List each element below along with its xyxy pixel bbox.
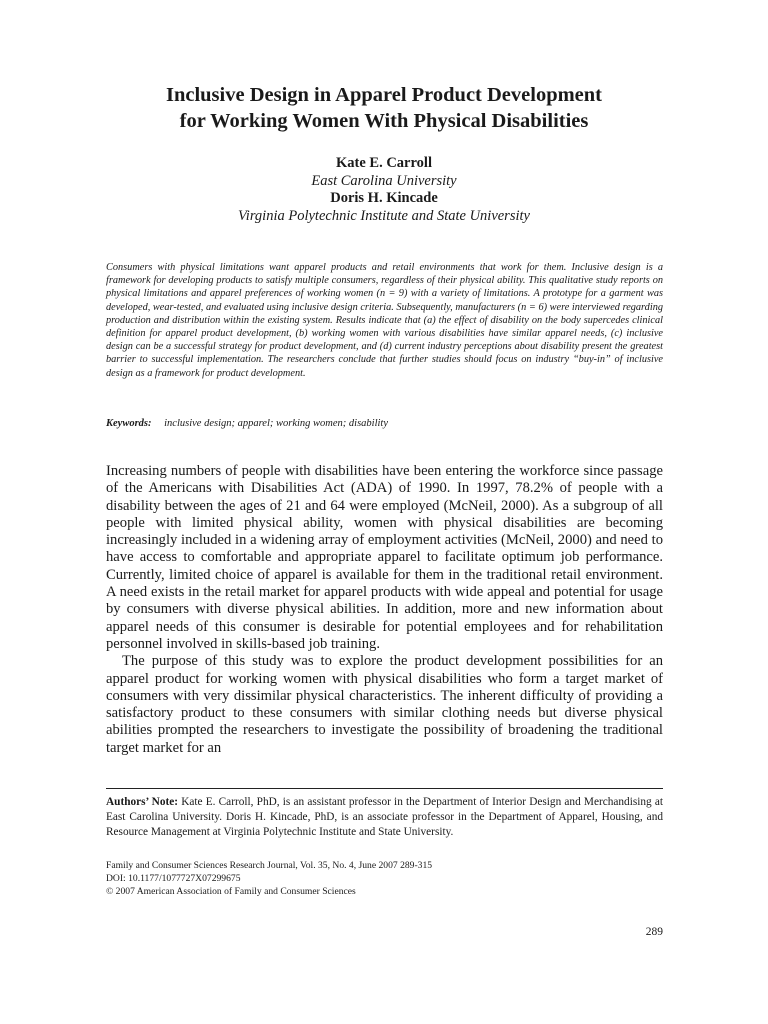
article-title [0, 82, 768, 134]
doi: DOI: 10.1177/1077727X07299675 [106, 873, 241, 884]
page-number: 289 [645, 926, 663, 938]
author-name: Doris H. Kincade [330, 190, 438, 206]
author-affiliation: Virginia Polytechnic Institute and State University [238, 207, 530, 224]
authors-note [106, 795, 663, 840]
body-paragraph: The purpose of this study was to explore the product development possibilities for an apparel product for working women with physical disabilities who form a target market of consumers with very dissimilar physical characteristics. The inherent difficulty of providing a satisfactory product to these consumers with similar clothing needs but diverse physical abilities prompted the researchers to investigate the possibility of broadening the traditional target market for an [106, 653, 663, 756]
keywords [106, 417, 663, 430]
author-block [0, 155, 768, 225]
author-name: Kate E. Carroll [336, 155, 432, 171]
title-line-2: for Working Women With Physical Disabilities [179, 110, 589, 132]
authors-note-text: Kate E. Carroll, PhD, is an assistant professor in the Department of Interior Design and Merchandising at East Carolina University. Doris H. Kincade, PhD, is an associate professor in the Department of Apparel, Housing, and Resource Management at Virginia Polytechnic Institute and State University. [106, 796, 664, 838]
author-affiliation: East Carolina University [311, 172, 457, 189]
keywords-label: Keywords: [106, 418, 152, 429]
body-text [106, 463, 663, 757]
body-paragraph: Increasing numbers of people with disabilities have been entering the workforce since passage of the Americans with Disabilities Act (ADA) of 1990. In 1997, 78.2% of people with a disability between the ages of 21 and 64 were employed (McNeil, 2000). As a subgroup of all people with limited physical ability, women with physical disabilities are becoming increasingly included in a widening array of employment activities (McNeil, 2000) and need to have access to comfortable and appropriate apparel to facilitate optimum job performance. Currently, limited choice of apparel is available for them in the traditional retail environment. A need exists in the retail market for apparel products with wide appeal and potential for usage by consumers with diverse physical abilities. In addition, more and new information about apparel needs of this consumer is desirable for potential employees and for rehabilitation personnel involved in skills-based job training. [106, 463, 663, 652]
citation-block [106, 859, 663, 898]
keywords-text: inclusive design; apparel; working women; disability [164, 418, 388, 429]
authors-note-label: Authors’ Note: [106, 796, 179, 808]
abstract: Consumers with physical limitations want apparel products and retail environments that work for them. Inclusive design is a framework for developing products to satisfy multiple consumers, regardless of their physical ability. This qualitative study reports on physical limitations and apparel preferences of working women (n = 9) with a variety of limitations. A prototype for a garment was developed, wear-tested, and evaluated using inclusive design criteria. Subsequently, manufacturers (n = 6) were interviewed regarding production and distribution within the existing system. Results indicate that (a) the effect of disability on the body supercedes clinical definition for apparel product development, (b) working women with various disabilities have similar apparel needs, (c) inclusive design can be a successful strategy for product development, and (d) current industry perceptions about disability present the greatest barrier to successful implementation. The researchers conclude that further studies should focus on industry “buy-in” of inclusive design as a framework for product development. [106, 262, 663, 379]
footnote-divider [106, 788, 663, 789]
journal-citation: Family and Consumer Sciences Research Journal, Vol. 35, No. 4, June 2007 289-315 [106, 860, 433, 871]
title-line-1: Inclusive Design in Apparel Product Development [165, 84, 603, 106]
copyright: © 2007 American Association of Family and Consumer Sciences [106, 886, 356, 897]
